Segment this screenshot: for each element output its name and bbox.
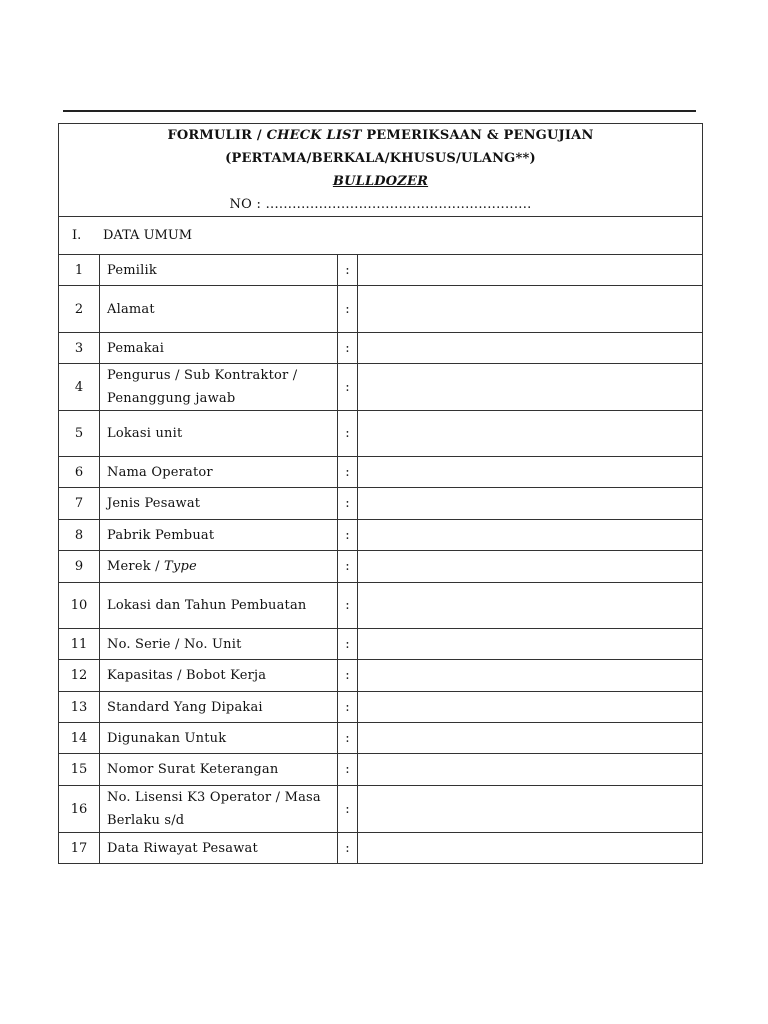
row-number: 4 xyxy=(59,364,100,411)
table-row xyxy=(59,551,703,583)
top-horizontal-rule xyxy=(63,110,696,112)
row-number: 12 xyxy=(59,660,100,692)
inspection-type-line: (PERTAMA/BERKALA/KHUSUS/ULANG**) xyxy=(225,151,536,166)
table-row xyxy=(59,255,703,286)
row-label-text: Pemakai xyxy=(107,340,165,356)
row-label-text: Nama Operator xyxy=(107,464,213,480)
row-label-text: Kapasitas / Bobot Kerja xyxy=(107,668,267,683)
table-row xyxy=(59,364,703,411)
row-value-field[interactable] xyxy=(358,723,703,754)
row-value-field[interactable] xyxy=(358,411,703,457)
row-number: 17 xyxy=(59,833,100,864)
row-separator: : xyxy=(338,333,358,364)
row-label xyxy=(100,786,338,833)
table-row xyxy=(59,286,703,333)
row-label-italic: Type xyxy=(164,559,197,574)
form-number-line: NO : ............................................................ xyxy=(229,197,532,212)
form-title-suffix: PEMERIKSAAN & PENGUJIAN xyxy=(361,128,594,143)
table-row xyxy=(59,833,703,864)
row-separator: : xyxy=(338,520,358,551)
form-title-prefix: FORMULIR / xyxy=(167,128,267,143)
row-label xyxy=(100,255,338,286)
row-label-text: Pabrik Pembuat xyxy=(107,527,215,543)
row-separator: : xyxy=(338,286,358,333)
table-row xyxy=(59,723,703,754)
row-value-field[interactable] xyxy=(358,754,703,786)
row-label xyxy=(100,411,338,457)
row-separator: : xyxy=(338,660,358,692)
row-label-text: Alamat xyxy=(107,301,155,317)
row-value-field[interactable] xyxy=(358,488,703,520)
row-number: 14 xyxy=(59,723,100,754)
row-label xyxy=(100,551,338,583)
row-label xyxy=(100,583,338,629)
form-title xyxy=(59,124,702,147)
row-label xyxy=(100,629,338,660)
row-label-text: Lokasi dan Tahun Pembuatan xyxy=(107,598,307,613)
row-value-field[interactable] xyxy=(358,786,703,833)
row-label xyxy=(100,286,338,333)
row-number: 7 xyxy=(59,488,100,520)
table-row xyxy=(59,754,703,786)
table-row xyxy=(59,583,703,629)
section-number: I. xyxy=(72,228,82,243)
row-separator: : xyxy=(338,255,358,286)
row-label xyxy=(100,333,338,364)
section-title: DATA UMUM xyxy=(103,228,193,243)
row-number: 11 xyxy=(59,629,100,660)
row-value-field[interactable] xyxy=(358,520,703,551)
row-number: 2 xyxy=(59,286,100,333)
section-header-row xyxy=(59,217,703,255)
table-row xyxy=(59,457,703,488)
row-separator: : xyxy=(338,786,358,833)
row-label-text: Digunakan Untuk xyxy=(107,730,227,746)
table-row xyxy=(59,629,703,660)
row-label-text: Nomor Surat Keterangan xyxy=(107,762,279,777)
row-value-field[interactable] xyxy=(358,286,703,333)
table-row xyxy=(59,692,703,723)
row-separator: : xyxy=(338,364,358,411)
row-label xyxy=(100,364,338,411)
row-number: 5 xyxy=(59,411,100,457)
row-label-text: Lokasi unit xyxy=(107,426,183,441)
table-row xyxy=(59,786,703,833)
row-number: 1 xyxy=(59,255,100,286)
row-value-field[interactable] xyxy=(358,457,703,488)
row-separator: : xyxy=(338,723,358,754)
row-label-text: Standard Yang Dipakai xyxy=(107,699,263,715)
row-label xyxy=(100,692,338,723)
row-label-text: No. Lisensi K3 Operator / Masa Berlaku s/d xyxy=(107,790,321,828)
equipment-name: BULLDOZER xyxy=(332,174,429,189)
row-value-field[interactable] xyxy=(358,833,703,864)
form-header-row xyxy=(59,124,703,217)
row-number: 13 xyxy=(59,692,100,723)
checklist-form-table xyxy=(58,123,703,864)
row-label xyxy=(100,754,338,786)
table-row xyxy=(59,488,703,520)
row-label-text: Pemilik xyxy=(107,262,157,278)
row-label-text: Jenis Pesawat xyxy=(107,496,201,511)
table-row xyxy=(59,411,703,457)
row-value-field[interactable] xyxy=(358,629,703,660)
form-title-italic: CHECK LIST xyxy=(266,128,362,143)
row-number: 3 xyxy=(59,333,100,364)
row-separator: : xyxy=(338,411,358,457)
row-separator: : xyxy=(338,551,358,583)
form-header xyxy=(59,124,703,217)
row-number: 9 xyxy=(59,551,100,583)
table-row xyxy=(59,333,703,364)
row-label xyxy=(100,660,338,692)
row-value-field[interactable] xyxy=(358,255,703,286)
row-label xyxy=(100,488,338,520)
row-number: 15 xyxy=(59,754,100,786)
row-separator: : xyxy=(338,754,358,786)
row-number: 10 xyxy=(59,583,100,629)
row-label-text: No. Serie / No. Unit xyxy=(107,636,242,652)
row-label-text: Data Riwayat Pesawat xyxy=(107,840,258,856)
row-separator: : xyxy=(338,833,358,864)
table-row xyxy=(59,520,703,551)
row-value-field[interactable] xyxy=(358,551,703,583)
section-header xyxy=(59,217,703,255)
row-value-field[interactable] xyxy=(358,692,703,723)
row-number: 6 xyxy=(59,457,100,488)
row-label-text: Merek / xyxy=(107,559,165,574)
row-separator: : xyxy=(338,629,358,660)
row-label xyxy=(100,457,338,488)
row-separator: : xyxy=(338,583,358,629)
row-label xyxy=(100,833,338,864)
table-row xyxy=(59,660,703,692)
row-label xyxy=(100,520,338,551)
row-separator: : xyxy=(338,457,358,488)
row-label-text: Pengurus / Sub Kontraktor / Penanggung jawab xyxy=(107,368,298,406)
row-value-field[interactable] xyxy=(358,660,703,692)
row-value-field[interactable] xyxy=(358,583,703,629)
row-number: 8 xyxy=(59,520,100,551)
row-value-field[interactable] xyxy=(358,333,703,364)
row-value-field[interactable] xyxy=(358,364,703,411)
row-separator: : xyxy=(338,692,358,723)
row-number: 16 xyxy=(59,786,100,833)
row-label xyxy=(100,723,338,754)
row-separator: : xyxy=(338,488,358,520)
